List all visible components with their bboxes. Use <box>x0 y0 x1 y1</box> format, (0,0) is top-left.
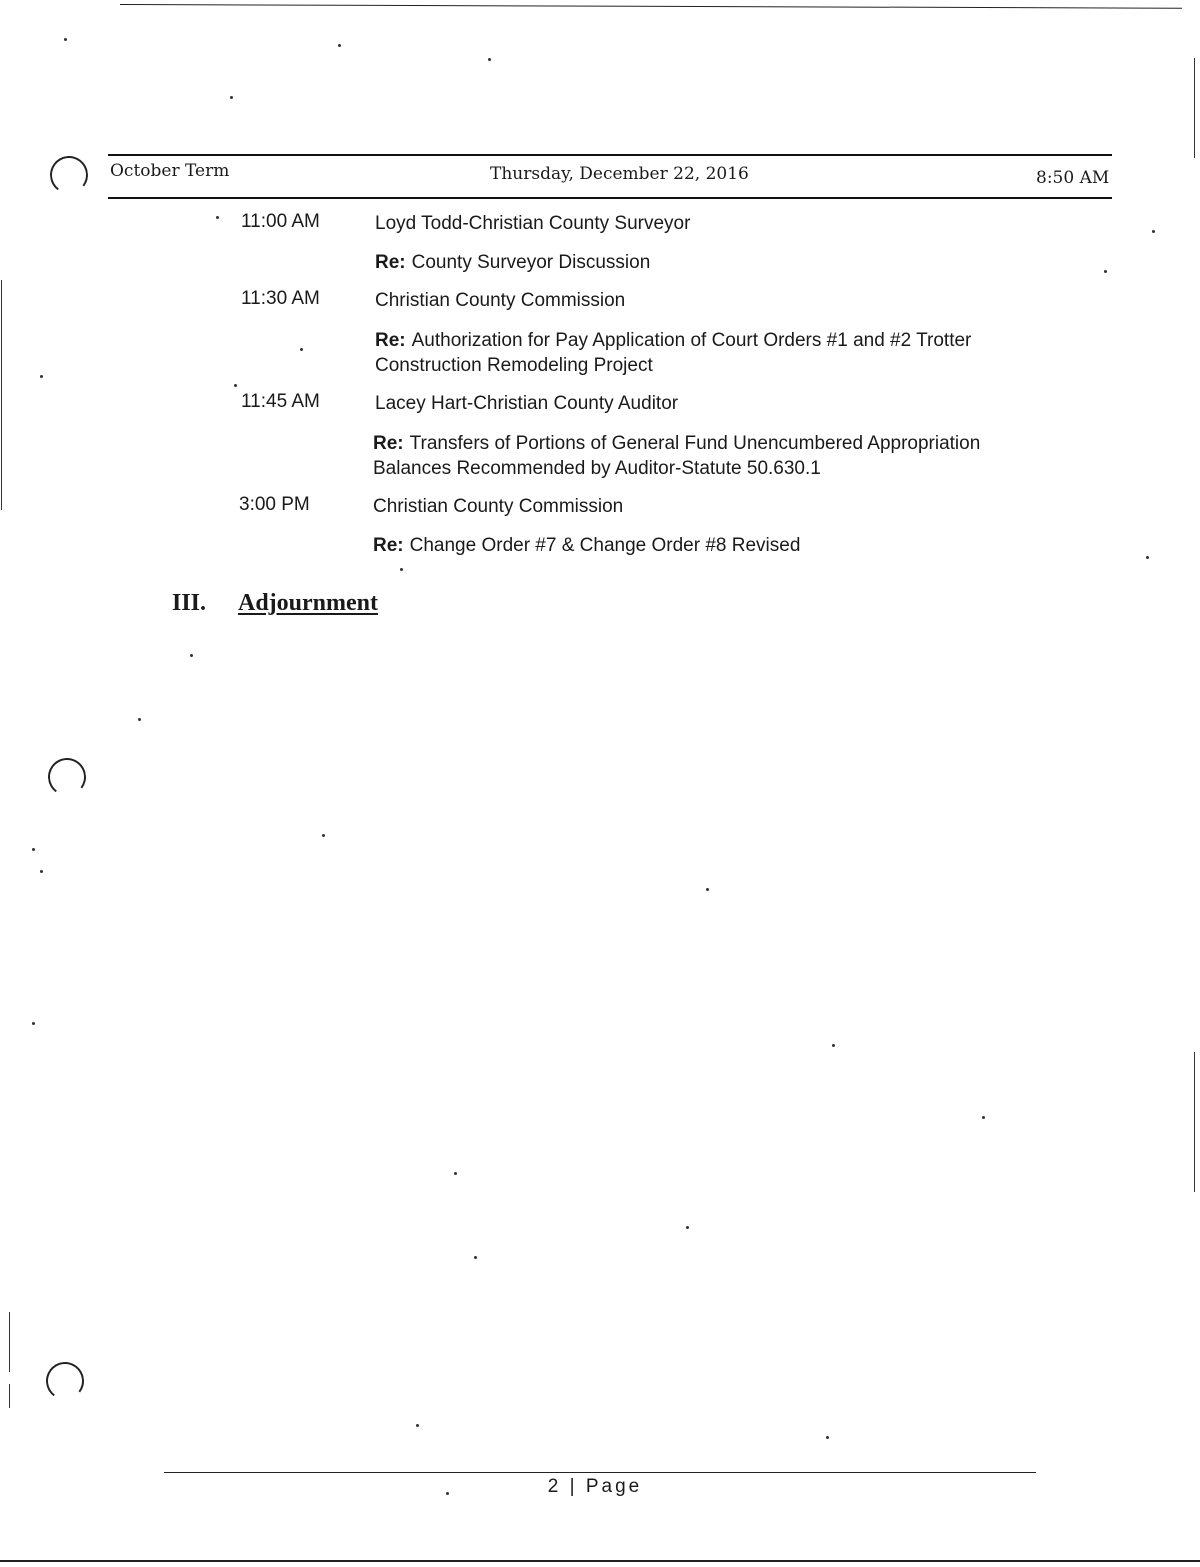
footer-rule <box>164 1472 1036 1473</box>
agenda-presenter: Christian County Commission <box>373 496 624 517</box>
scan-speck <box>826 1436 829 1439</box>
punch-hole-icon <box>44 1360 87 1403</box>
header-rule <box>108 154 1112 156</box>
scan-speck <box>40 870 43 873</box>
scan-speck <box>190 654 193 657</box>
scan-speck <box>488 58 491 61</box>
scan-speck <box>216 216 219 219</box>
agenda-presenter: Christian County Commission <box>375 290 626 311</box>
section-title: Adjournment <box>238 590 379 616</box>
re-text: County Surveyor Discussion <box>411 252 651 273</box>
scan-speck <box>832 1044 835 1047</box>
re-text: Change Order #7 & Change Order #8 Revised <box>409 535 801 556</box>
re-label: Re: <box>375 252 406 273</box>
scan-speck <box>300 348 303 351</box>
scan-speck <box>1146 556 1149 559</box>
agenda-re <box>375 328 1035 378</box>
scan-speck <box>416 1424 419 1427</box>
scan-edge-top <box>120 4 1182 9</box>
scan-edge-left <box>1 280 2 510</box>
scan-edge-left <box>9 1312 10 1372</box>
scan-speck <box>686 1226 689 1229</box>
scan-edge-right <box>1194 58 1195 158</box>
agenda-time: 11:45 AM <box>241 391 320 412</box>
scan-speck <box>230 96 233 99</box>
page-number: 2 | Page <box>547 1476 643 1497</box>
scan-edge-left <box>9 1384 10 1408</box>
re-label: Re: <box>375 330 406 351</box>
scan-speck <box>982 1116 985 1119</box>
scan-speck <box>64 38 67 41</box>
scan-speck <box>138 718 141 721</box>
punch-hole-icon <box>46 756 89 799</box>
scan-speck <box>338 44 341 47</box>
agenda-time: 3:00 PM <box>239 494 310 515</box>
scan-speck <box>40 375 43 378</box>
scan-speck <box>706 888 709 891</box>
re-text: Authorization for Pay Application of Court Orders #1 and #2 Trotter Construction Remodeling Project <box>375 330 972 376</box>
header-time: 8:50 AM <box>1036 168 1110 188</box>
scan-speck <box>234 384 237 387</box>
re-label: Re: <box>373 535 404 556</box>
scan-speck <box>1152 230 1155 233</box>
scan-speck <box>32 1022 35 1025</box>
header-rule <box>108 197 1112 199</box>
punch-hole-icon <box>48 154 91 197</box>
re-label: Re: <box>373 433 404 454</box>
scan-speck <box>32 848 35 851</box>
scan-speck <box>454 1172 457 1175</box>
agenda-re <box>373 431 1043 481</box>
re-text: Transfers of Portions of General Fund Unencumbered Appropriation Balances Recommended by Auditor-Statute 50.630.1 <box>373 433 981 479</box>
agenda-presenter: Lacey Hart-Christian County Auditor <box>375 393 679 414</box>
agenda-time: 11:30 AM <box>241 288 320 309</box>
scan-edge-right <box>1194 1052 1195 1192</box>
scan-speck <box>1104 270 1107 273</box>
agenda-presenter: Loyd Todd-Christian County Surveyor <box>375 213 691 234</box>
scan-speck <box>322 834 325 837</box>
header-date: Thursday, December 22, 2016 <box>490 164 749 184</box>
scan-speck <box>474 1256 477 1259</box>
section-number: III. <box>172 590 207 616</box>
agenda-time: 11:00 AM <box>241 211 320 232</box>
scan-edge-bottom <box>0 1560 1200 1562</box>
agenda-re <box>373 533 1053 558</box>
scan-speck <box>400 568 403 571</box>
agenda-re <box>375 250 1055 275</box>
header-term: October Term <box>110 161 230 181</box>
